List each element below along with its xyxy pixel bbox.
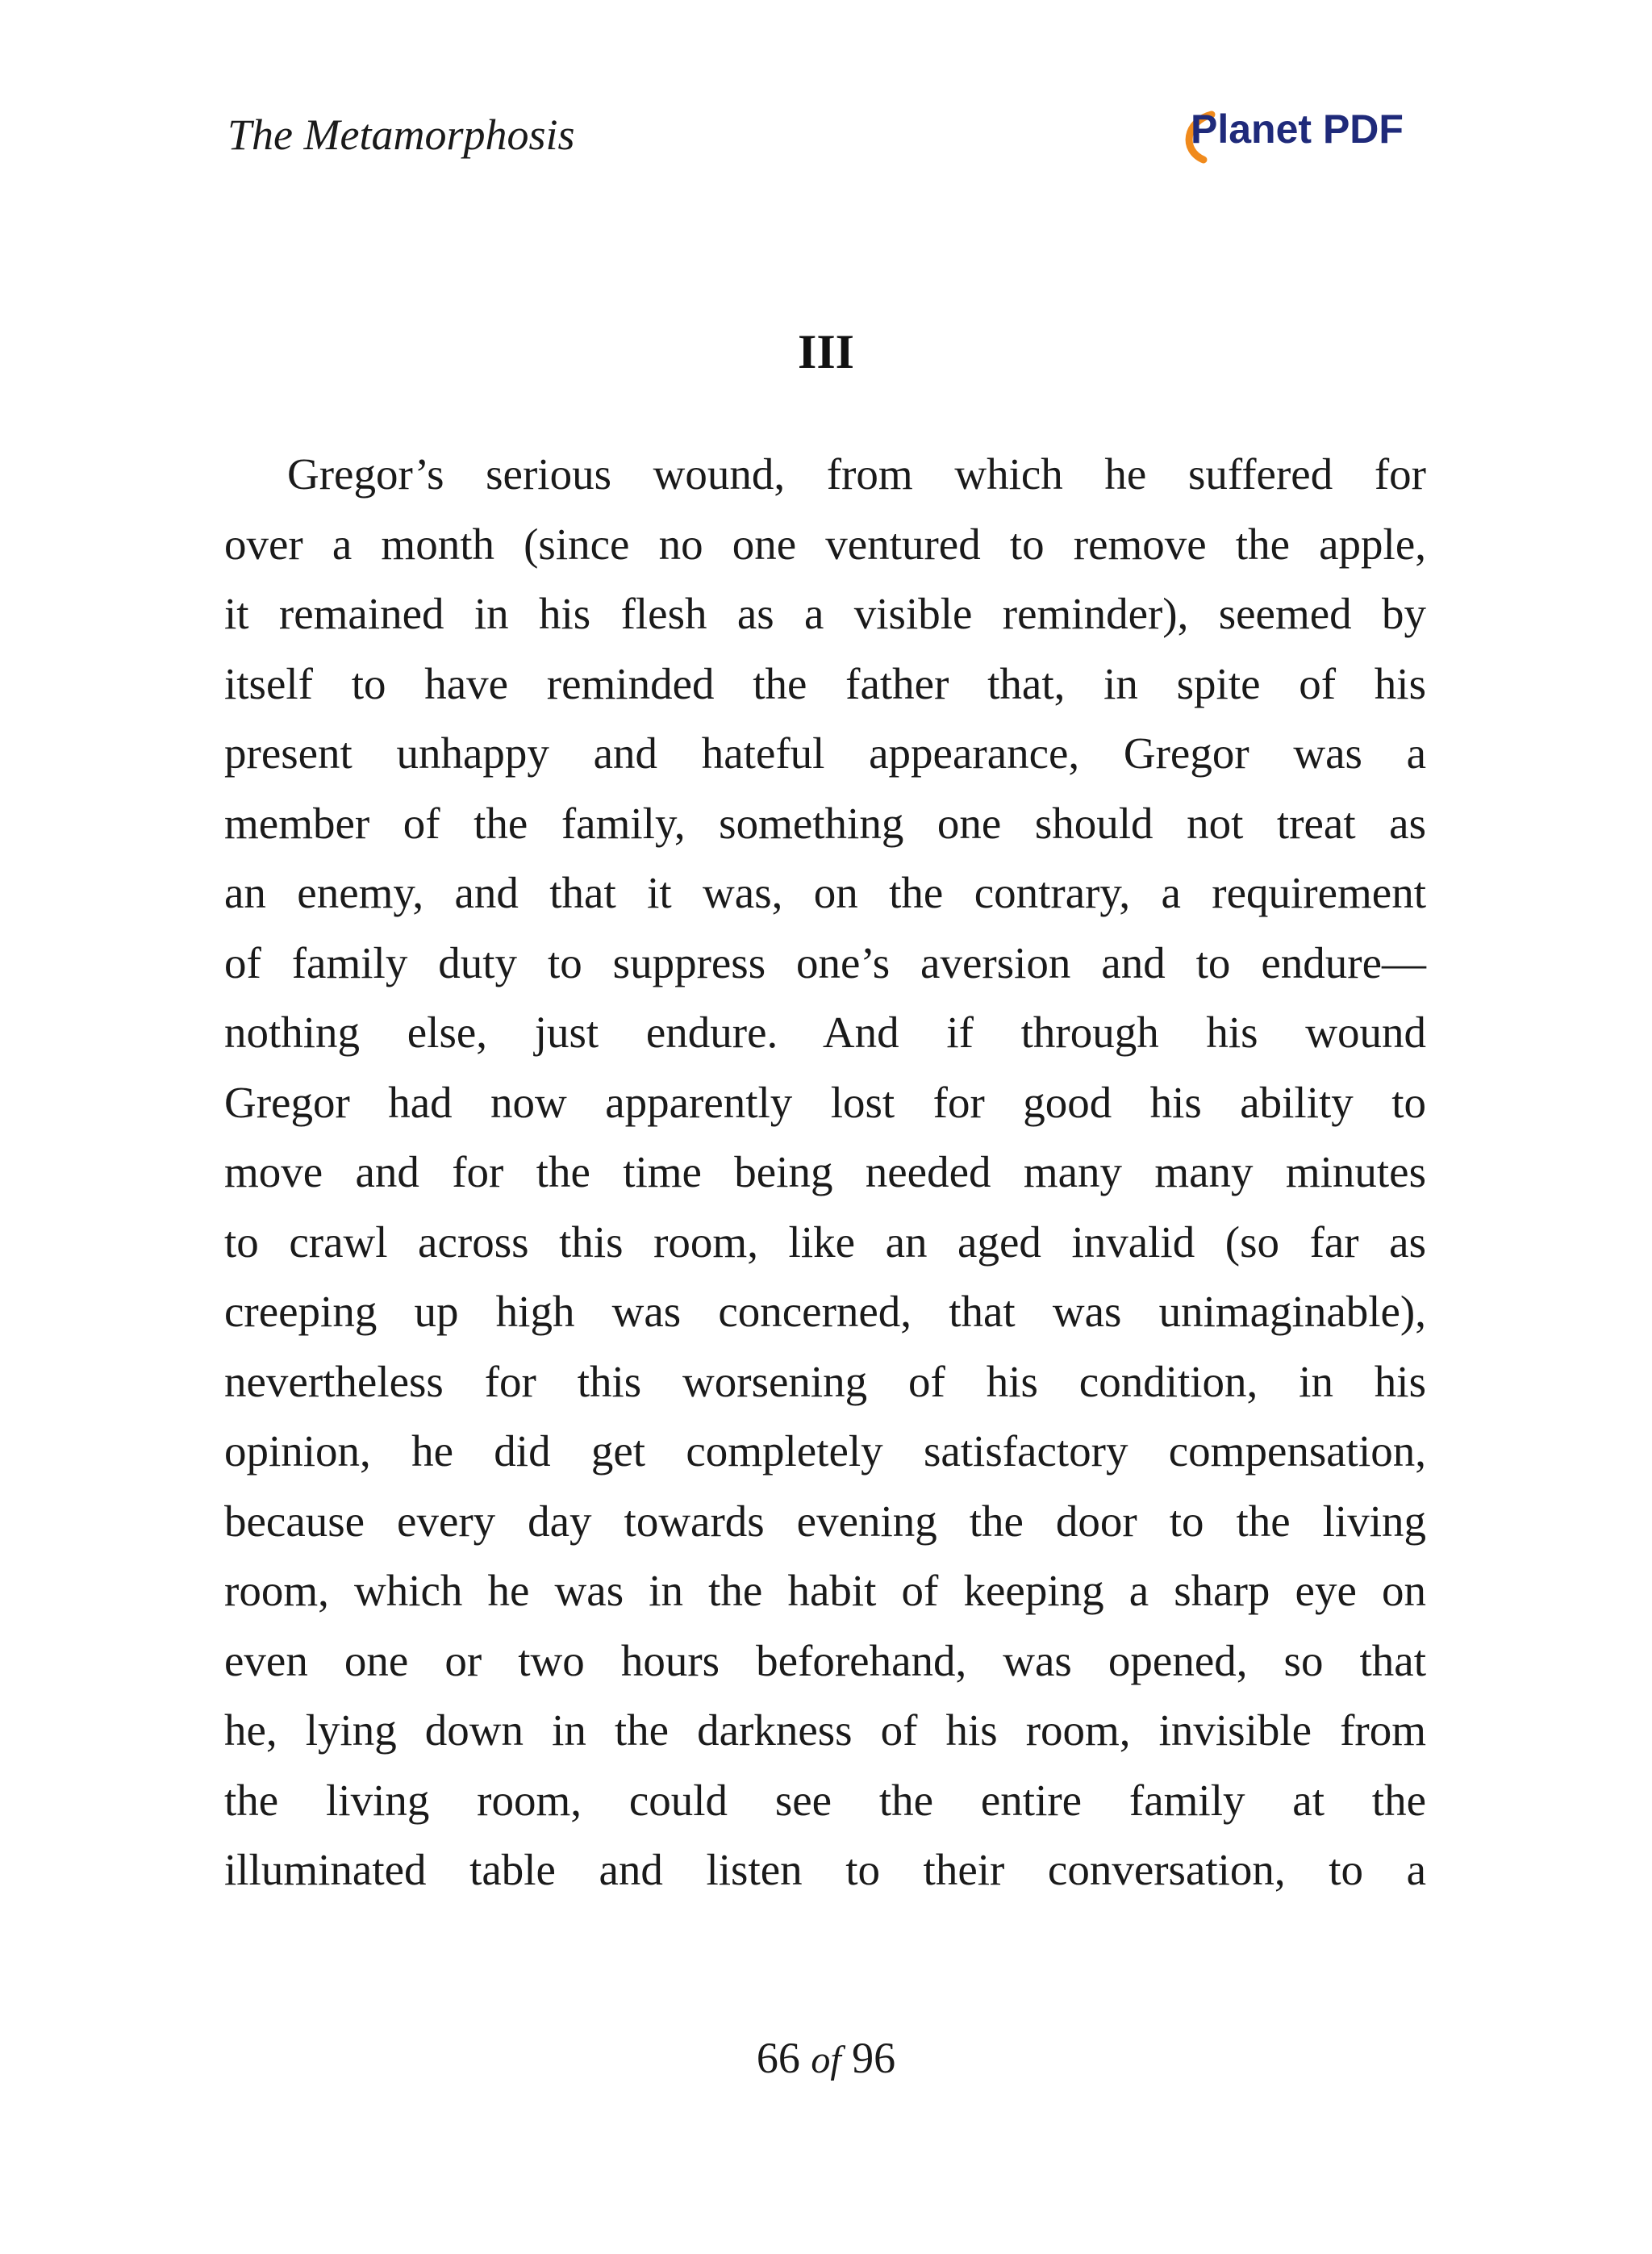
text-line: to crawl across this room, like an aged invalid (so far as (224, 1217, 1426, 1267)
running-title: The Metamorphosis (227, 111, 575, 159)
text-line: because every day towards evening the door to the living (224, 1496, 1426, 1546)
text-line: itself to have reminded the father that, in spite of his (224, 658, 1426, 708)
text-line: even one or two hours beforehand, was opened, so that (224, 1635, 1426, 1685)
text-line: move and for the time being needed many many minutes (224, 1147, 1426, 1196)
page-of-label: of (811, 2039, 841, 2081)
total-pages: 96 (852, 2034, 896, 2082)
text-line: room, which he was in the habit of keeping a sharp eye on (224, 1566, 1426, 1615)
text-line: illuminated table and listen to their conversation, to a (224, 1845, 1426, 1894)
text-line: over a month (since no one ventured to remove the apple, (224, 519, 1426, 569)
page-number (0, 2030, 1652, 2089)
planet-pdf-logo (1179, 103, 1429, 168)
chapter-heading: III (797, 325, 855, 378)
text-line: opinion, he did get completely satisfactory compensation, (224, 1426, 1426, 1476)
text-line: present unhappy and hateful appearance, Gregor was a (224, 728, 1426, 778)
text-line: member of the family, something one should not treat as (224, 798, 1426, 848)
text-line: Gregor’s serious wound, from which he suffered for (287, 449, 1426, 499)
text-line: of family duty to suppress one’s aversion and to endure— (224, 937, 1426, 987)
text-line: nevertheless for this worsening of his condition, in his (224, 1356, 1426, 1406)
text-line: it remained in his flesh as a visible reminder), seemed by (224, 589, 1426, 638)
text-line: Gregor had now apparently lost for good his ability to (224, 1077, 1426, 1127)
logo-wordmark: Planet PDF (1191, 106, 1404, 152)
text-line: he, lying down in the darkness of his room, invisible from (224, 1705, 1426, 1755)
current-page: 66 (756, 2034, 800, 2082)
body-paragraph (224, 440, 1426, 1905)
text-line: creeping up high was concerned, that was unimaginable), (224, 1287, 1426, 1336)
text-line: an enemy, and that it was, on the contrary, a requirement (224, 868, 1426, 917)
text-line: nothing else, just endure. And if through his wound (224, 1008, 1426, 1057)
text-line: the living room, could see the entire family at the (224, 1775, 1426, 1825)
